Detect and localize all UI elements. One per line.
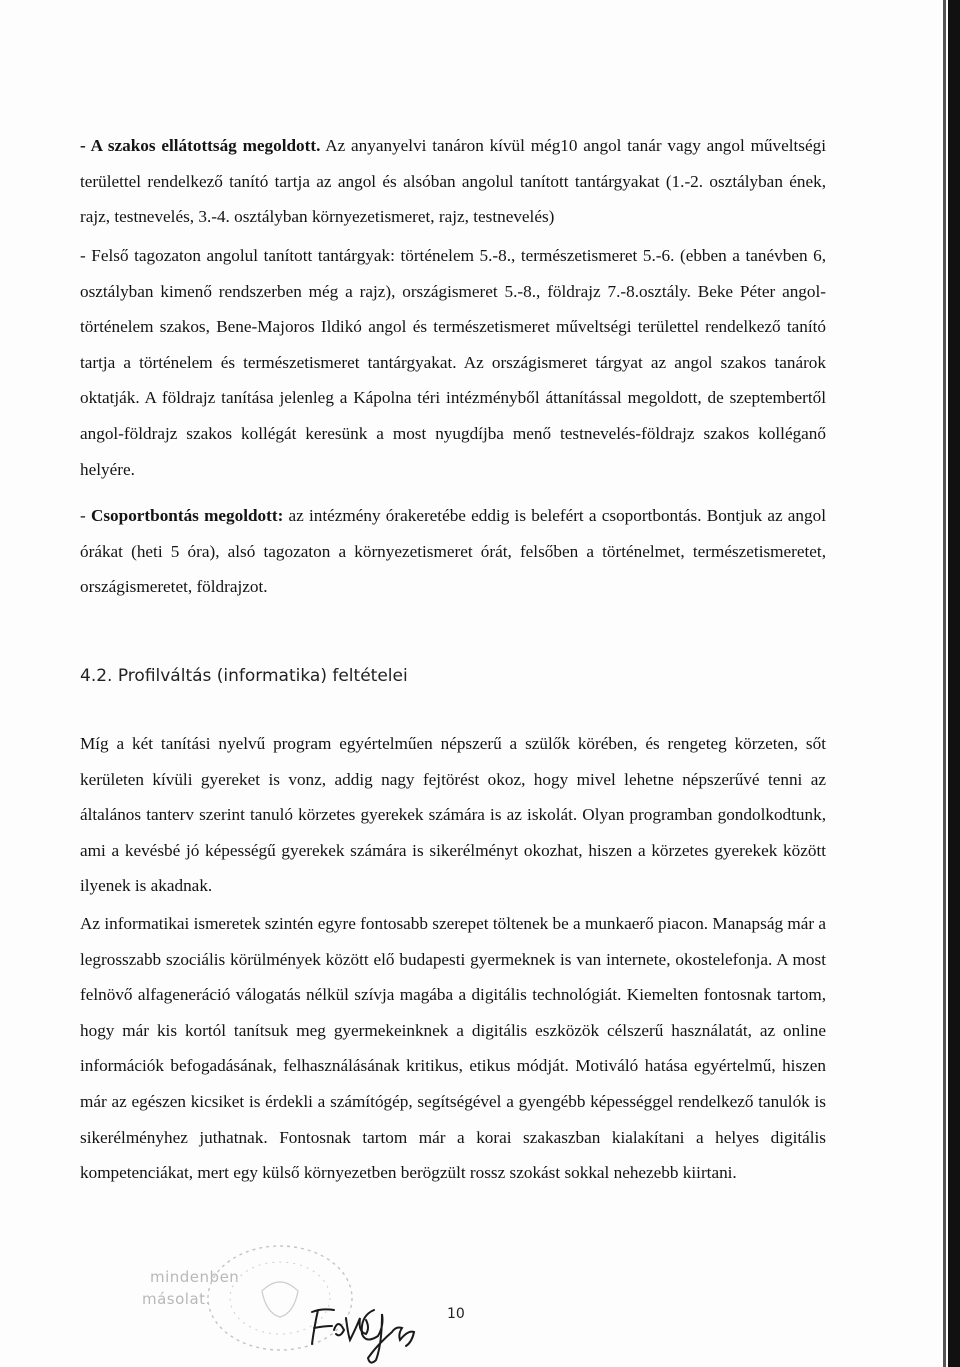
upper-grades-text: - Felső tagozaton angolul tanított tantárgyak: történelem 5.-8., természetismeret 5.-6. (ebben a tanévben 6, osztályban kimenő rendszerben még a rajz), országismeret 5.-8., földrajz 7.-8.osztály. Beke Péter angol-történelem szakos, Bene-Majoros Ildikó angol és természetismeret műveltségi területtel rendelkező tanító tartja a történelem és természetismeret tantárgyakat. Az országismeret tárgyat az angol szakos tanárok oktatják. A földrajz tanítása jelenleg a Kápolna téri intézményből áttanítással megoldott, de szeptembertől angol-földrajz szakos kollégát keresünk a most nyugdíjba menő testnevelés-földrajz szakos kolléganő helyére.	[80, 246, 826, 479]
staffing-bold-lead: - A szakos ellátottság megoldott.	[80, 136, 321, 155]
staffing-text: Az anyanyelvi tanáron kívül még10 angol tanár vagy angol műveltségi területtel rendelkező tanító tartja az angol és alsóban angolul tanított tantárgyakat (1.-2. osztályban ének, rajz, testnevelés, 3.-4. osztályban környezetismeret, rajz, testnevelés)	[80, 136, 826, 227]
page-number: 10	[447, 1306, 465, 1322]
stamp-text-line2: másolat.	[142, 1290, 211, 1308]
paragraph-informatics	[80, 906, 826, 1191]
informatics-text: Az informatikai ismeretek szintén egyre fontosabb szerepet töltenek be a munkaerő piacon. Manapság már a legrosszabb szociális körülmények között elő budapesti gyermeknek is van internete, okostelefonja. A most felnövő alfageneráció válogatás nélkül szívja magába a digitális technológiát. Kiemelten fontosnak tartom, hogy már kis kortól tanítsuk meg gyermekeinknek a digitális eszközök célszerű használatát, az online információk befogadásának, felhasználásának kritikus, etikus módját. Motiváló hatása egyértelmű, hiszen már az egészen kicsiket is érdekli a számítógép, segítségével a gyengébb képességgel rendelkező tanulók is sikerélményhez juthatnak. Fontosnak tartom már a korai szakaszban kialakítani a helyes digitális kompetenciákat, mert egy külső környezetben berögzült rossz szokást sokkal nehezebb kiirtani.	[80, 914, 826, 1183]
paragraph-group-split	[80, 498, 826, 605]
program-text: Míg a két tanítási nyelvű program egyértelműen népszerű a szülők körében, és rengeteg körzeten, sőt kerületen kívüli gyereket is vonz, addig nagy fejtörést okoz, hogy mivel lehetne népszerűvé tenni az általános tanterv szerint tanuló körzetes gyerekek számára is az iskolát. Olyan programban gondolkodtunk, ami a kevésbé jó képességű gyerekek számára is sikerélményt okozhat, hiszen a körzetes gyerekek között ilyenek is akadnak.	[80, 734, 826, 896]
paragraph-program	[80, 726, 826, 904]
stamp-text-line1: mindenben	[150, 1268, 240, 1286]
paragraph-upper-grades	[80, 238, 826, 487]
signature-icon	[300, 1290, 450, 1367]
scan-edge-line	[943, 0, 946, 1367]
group-split-bold-lead: Csoportbontás megoldott:	[90, 506, 284, 525]
group-split-text: az intézmény órakeretébe eddig is belefért a csoportbontás. Bontjuk az angol órákat (heti 5 óra), alsó tagozaton a környezetismeret órát, felsőben a történelmet, természetismeretet, országismeretet, földrajzot.	[80, 506, 826, 597]
paragraph-staffing	[80, 128, 826, 235]
section-heading: 4.2. Profilváltás (informatika) feltételei	[80, 666, 408, 686]
scan-edge-bar	[948, 0, 960, 1367]
group-split-prefix: -	[80, 506, 91, 525]
